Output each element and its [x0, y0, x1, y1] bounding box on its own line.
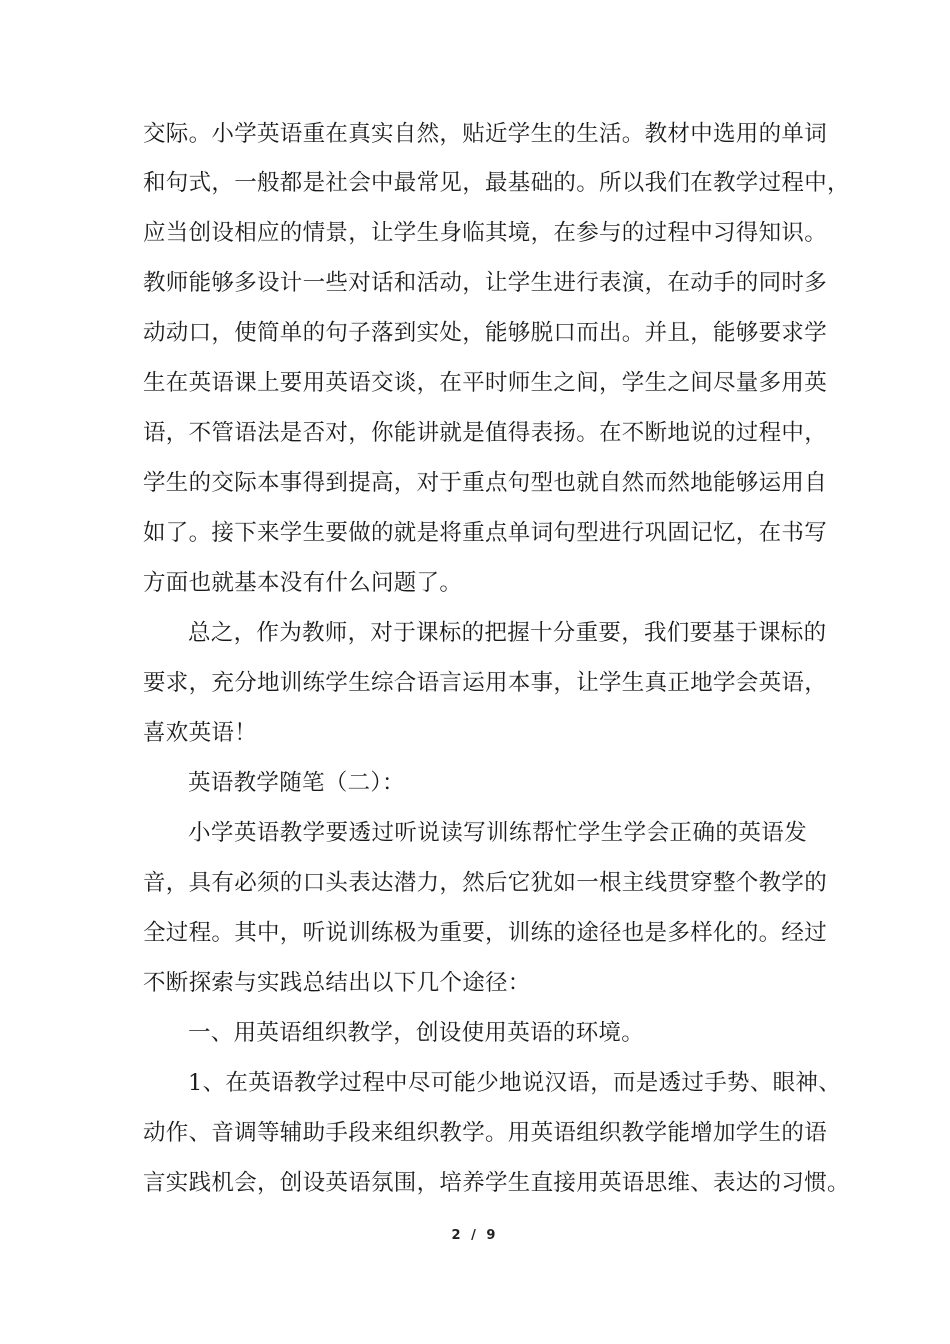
- text-line: 动作、音调等辅助手段来组织教学。用英语组织教学能增加学生的语: [143, 1120, 828, 1146]
- text-line: 全过程。其中，听说训练极为重要，训练的途径也是多样化的。经过: [143, 920, 828, 946]
- text-line: 要求，充分地训练学生综合语言运用本事，让学生真正地学会英语，: [143, 670, 828, 696]
- text-line: 学生的交际本事得到提高，对于重点句型也就自然而然地能够运用自: [143, 470, 828, 496]
- text-line: 总之，作为教师，对于课标的把握十分重要，我们要基于课标的: [188, 620, 827, 646]
- text-line: 如了。接下来学生要做的就是将重点单词句型进行巩固记忆，在书写: [143, 520, 828, 546]
- text-line: 和句式，一般都是社会中最常见，最基础的。所以我们在教学过程中，: [143, 170, 850, 196]
- text-line: 1、在英语教学过程中尽可能少地说汉语，而是透过手势、眼神、: [188, 1070, 842, 1096]
- text-line: 应当创设相应的情景，让学生身临其境，在参与的过程中习得知识。: [143, 220, 828, 246]
- text-line: 小学英语教学要透过听说读写训练帮忙学生学会正确的英语发: [188, 820, 807, 846]
- text-line: 动动口，使简单的句子落到实处，能够脱口而出。并且，能够要求学: [143, 320, 828, 346]
- text-line: 教师能够多设计一些对话和活动，让学生进行表演，在动手的同时多: [143, 270, 828, 296]
- text-line: 方面也就基本没有什么问题了。: [143, 570, 463, 596]
- section-heading: 英语教学随笔（二）：: [188, 770, 405, 796]
- text-line: 言实践机会，创设英语氛围，培养学生直接用英语思维、表达的习惯。: [143, 1170, 850, 1196]
- text-line: 生在英语课上要用英语交谈，在平时师生之间，学生之间尽量多用英: [143, 370, 828, 396]
- text-line: 一、用英语组织教学，创设使用英语的环境。: [188, 1020, 645, 1046]
- text-line: 音，具有必须的口头表达潜力，然后它犹如一根主线贯穿整个教学的: [143, 870, 828, 896]
- text-line: 交际。小学英语重在真实自然，贴近学生的生活。教材中选用的单词: [143, 121, 828, 147]
- text-line: 语，不管语法是否对，你能讲就是值得表扬。在不断地说的过程中，: [143, 420, 828, 446]
- text-line: 不断探索与实践总结出以下几个途径：: [143, 970, 531, 996]
- text-line: 喜欢英语！: [143, 720, 258, 746]
- page-number: 2 / 9: [451, 1228, 499, 1243]
